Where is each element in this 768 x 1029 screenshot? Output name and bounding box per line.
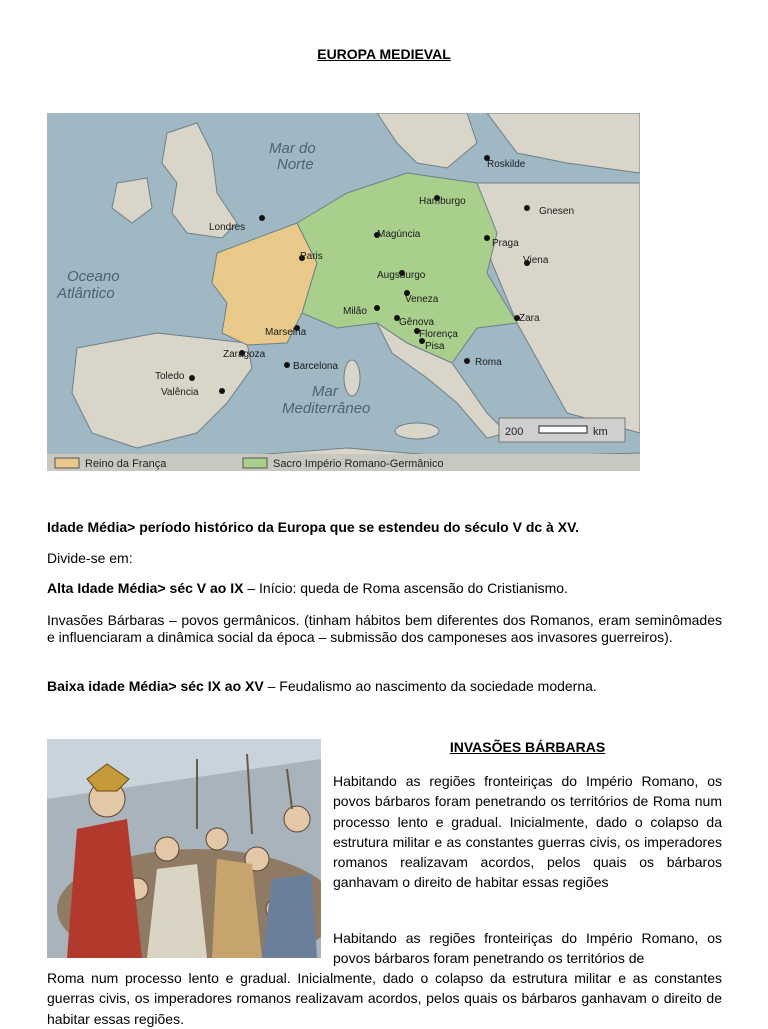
- illustration-graphic: [47, 739, 321, 958]
- map-graphic: [47, 113, 640, 471]
- legend-sacro-imperio: Sacro Império Romano-Germânico: [273, 458, 444, 470]
- invasoes-paragraph: Invasões Bárbaras – povos germânicos. (tinham hábitos bem diferentes dos Romanos, eram seminômades e influenciaram a dinâmica social da época – submissão dos camponeses aos invasores guerreiros).: [47, 612, 722, 645]
- map-label-mar-norte-1: Mar do: [269, 140, 316, 157]
- map-label-toledo: Toledo: [155, 371, 185, 382]
- map-label-mar-med-1: Mar: [312, 383, 338, 400]
- medieval-europe-map: [47, 113, 640, 471]
- map-scale-value: 200: [505, 426, 524, 438]
- map-label-paris: Paris: [300, 251, 323, 262]
- section-paragraph-2-full: Roma num processo lento e gradual. Inicialmente, dado o colapso da estrutura militar e as constantes guerras civis, os imperadores romanos realizavam acordos, pelos quais os bárbaros ganhavam o direito de habitar essas regiões.: [47, 970, 722, 1027]
- map-label-veneza: Veneza: [405, 294, 439, 305]
- map-label-viena: Viena: [523, 255, 549, 266]
- map-label-mar-med-2: Mediterrâneo: [282, 400, 371, 417]
- map-label-praga: Praga: [492, 238, 519, 249]
- baixa-idade-paragraph: [47, 678, 722, 695]
- map-label-zaragoza: Zaragoza: [223, 349, 266, 360]
- legend-franca: Reino da França: [85, 458, 167, 470]
- map-label-mar-norte-2: Norte: [277, 156, 314, 173]
- map-label-roskilde: Roskilde: [487, 159, 526, 170]
- section-paragraph-1: Habitando as regiões fronteiriças do Império Romano, os povos bárbaros foram penetrando os territórios de Roma num processo lento e gradual. Inicialmente, dado o colapso da estrutura militar e as constantes guerras civis, os imperadores romanos realizavam acordos, pelos quais os bárbaros ganhavam o direito de habitar essas regiões: [333, 773, 722, 891]
- map-label-zara: Zara: [519, 313, 540, 324]
- baixa-idade-text: – Feudalismo ao nascimento da sociedade moderna.: [263, 678, 597, 694]
- map-label-londres: Londres: [209, 222, 246, 233]
- baixa-idade-label: Baixa idade Média> séc IX ao XV: [47, 678, 264, 694]
- map-label-pisa: Pisa: [425, 341, 445, 352]
- map-label-genova: Gênova: [399, 317, 435, 328]
- map-scale-unit: km: [593, 426, 608, 438]
- definition-paragraph: Idade Média> período histórico da Europa que se estendeu do século V dc à XV.: [47, 519, 580, 535]
- map-label-maguncia: Magúncia: [377, 229, 421, 240]
- alta-idade-text: – Início: queda de Roma ascensão do Cristianismo.: [243, 580, 568, 596]
- barbarian-invasion-illustration: [47, 739, 321, 958]
- map-label-valencia: Valência: [161, 387, 199, 398]
- map-label-augsburgo: Augsburgo: [377, 270, 426, 281]
- map-label-oceano-2: Atlântico: [57, 285, 115, 302]
- alta-idade-paragraph: [47, 580, 722, 597]
- map-label-hamburgo: Hamburgo: [419, 196, 466, 207]
- divide-paragraph: Divide-se em:: [47, 550, 133, 566]
- map-label-milao: Milão: [343, 306, 367, 317]
- map-label-gnesen: Gnesen: [539, 206, 575, 217]
- section-paragraph-2-column: Habitando as regiões fronteiriças do Império Romano, os povos bárbaros foram penetrando os territórios de: [333, 930, 722, 967]
- map-label-oceano-1: Oceano: [67, 268, 120, 285]
- page-title: EUROPA MEDIEVAL: [317, 46, 451, 62]
- map-label-marselha: Marselha: [265, 327, 307, 338]
- map-label-roma: Roma: [475, 357, 502, 368]
- section-heading: INVASÕES BÁRBARAS: [449, 739, 606, 755]
- map-label-florenca: Florença: [419, 329, 458, 340]
- alta-idade-label: Alta Idade Média> séc V ao IX: [47, 580, 244, 596]
- map-label-barcelona: Barcelona: [293, 361, 339, 372]
